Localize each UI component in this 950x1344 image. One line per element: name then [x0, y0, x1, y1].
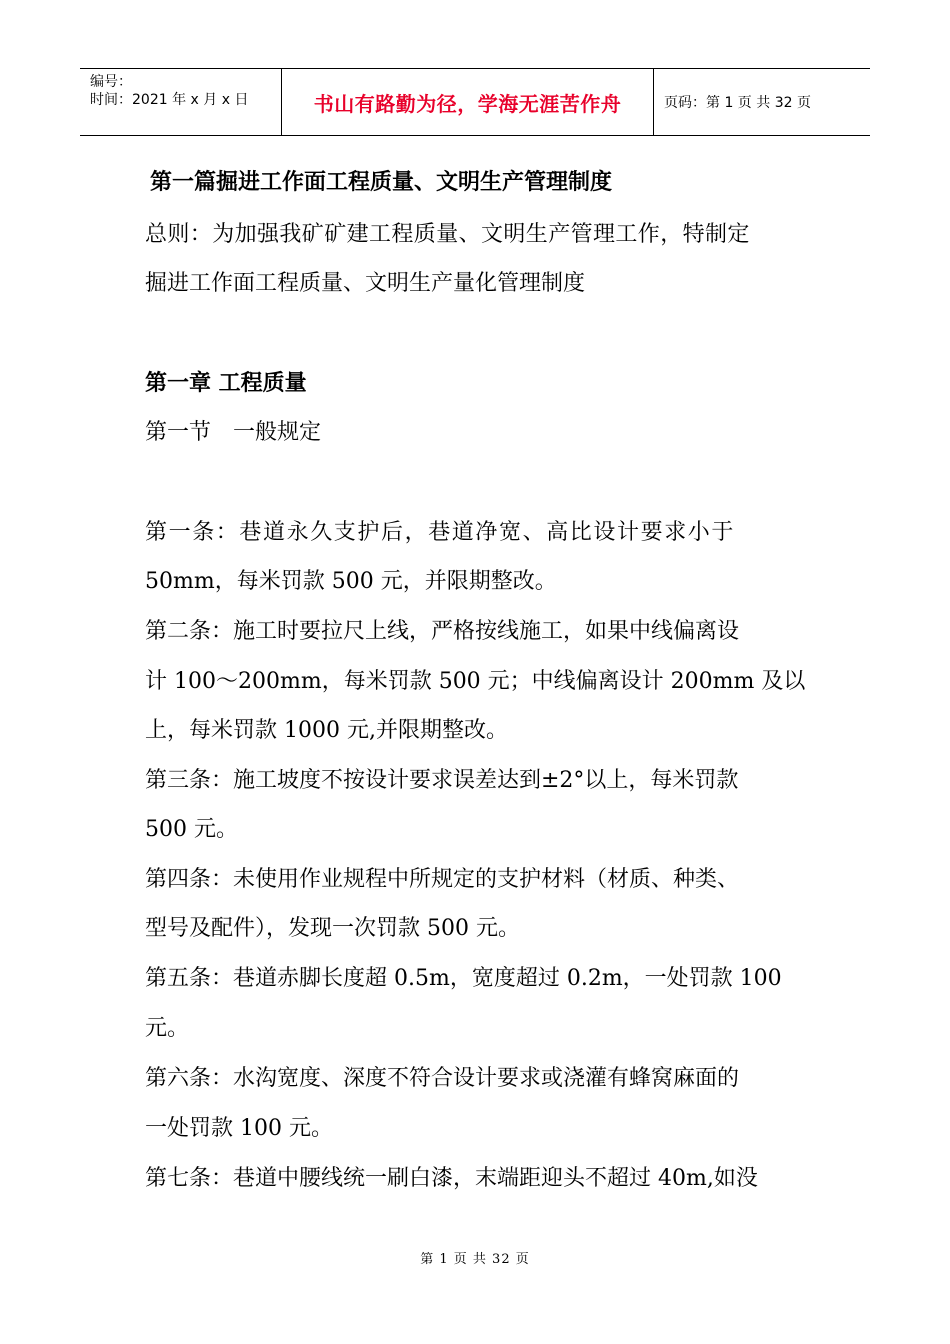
header-motto: 书山有路勤为径，学海无涯苦作舟: [282, 69, 654, 135]
article-1-line-2: 50mm，每米罚款 500 元，并限期整改。: [145, 569, 557, 594]
article-4-line-1: 第四条：未使用作业规程中所规定的支护材料（材质、种类、: [145, 867, 740, 892]
article-3-line-1: 第三条：施工坡度不按设计要求误差达到±2°以上，每米罚款: [145, 768, 739, 793]
article-5-line-1: 第五条：巷道赤脚长度超 0.5m，宽度超过 0.2m，一处罚款 100: [145, 966, 782, 991]
document-title: 第一篇掘进工作面工程质量、文明生产管理制度: [150, 170, 613, 195]
general-rule-line-1: 总则：为加强我矿矿建工程质量、文明生产管理工作，特制定: [145, 222, 750, 247]
article-7-line-1: 第七条：巷道中腰线统一刷白漆，末端距迎头不超过 40m,如没: [145, 1166, 758, 1191]
article-4-line-2: 型号及配件），发现一次罚款 500 元。: [145, 916, 520, 941]
page-header: [80, 68, 870, 136]
header-meta: [80, 69, 282, 135]
article-6-line-1: 第六条：水沟宽度、深度不符合设计要求或浇灌有蜂窝麻面的: [145, 1066, 740, 1091]
article-2-line-2: 计 100～200mm，每米罚款 500 元；中线偏离设计 200mm 及以: [145, 669, 806, 694]
chapter-heading: 第一章 工程质量: [145, 371, 307, 396]
article-1-line-1: 第一条：巷道永久支护后，巷道净宽、高比设计要求小于: [145, 520, 736, 545]
article-6-line-2: 一处罚款 100 元。: [145, 1116, 333, 1141]
page-footer: 第 1 页 共 32 页: [420, 1252, 530, 1267]
header-page-info: 页码：第 1 页 共 32 页: [664, 95, 811, 111]
general-rule-line-2: 掘进工作面工程质量、文明生产量化管理制度: [145, 271, 586, 296]
article-5-line-2: 元。: [145, 1016, 190, 1041]
document-date: 时间：2021 年 x 月 x 日: [90, 92, 249, 108]
section-heading: 第一节 一般规定: [145, 420, 322, 445]
article-2-line-3: 上，每米罚款 1000 元,并限期整改。: [145, 718, 508, 743]
article-2-line-1: 第二条：施工时要拉尺上线，严格按线施工，如果中线偏离设: [145, 619, 740, 644]
article-3-line-2: 500 元。: [145, 817, 238, 842]
document-number-label: 编号：: [90, 74, 132, 90]
